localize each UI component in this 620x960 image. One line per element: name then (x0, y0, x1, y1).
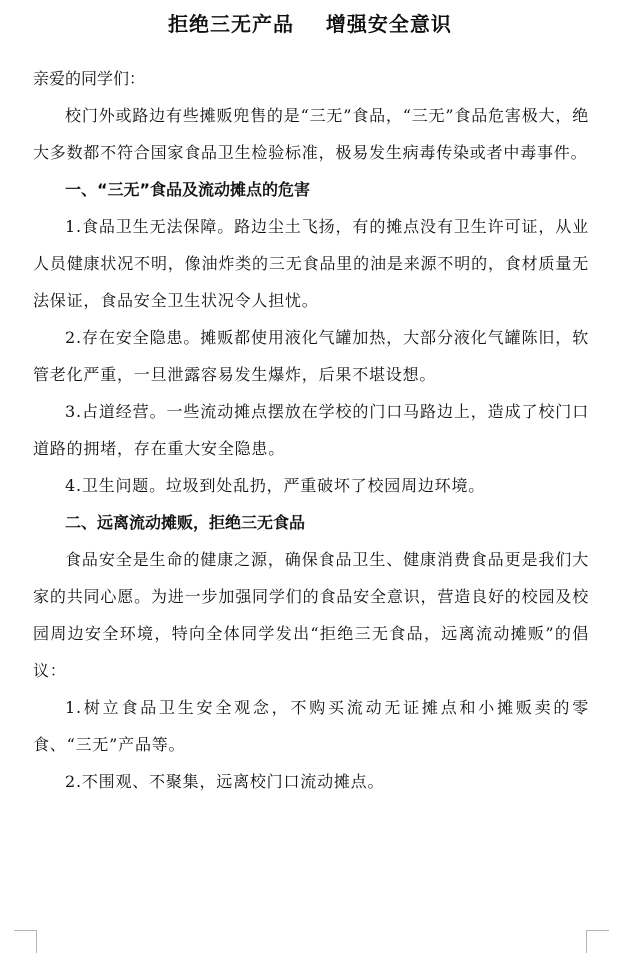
section-2-heading: 二、远离流动摊贩，拒绝三无食品 (65, 513, 306, 532)
section-1-heading: 一、“三无”食品及流动摊点的危害 (65, 180, 311, 199)
page-corner-mark-left (14, 930, 37, 953)
intro-paragraph: 校门外或路边有些摊贩兜售的是“三无”食品，“三无”食品危害极大，绝大多数都不符合国家食品卫生检验标准，极易发生病毒传染或者中毒事件。 (33, 106, 589, 162)
section-1-item-2: 2.存在安全隐患。摊贩都使用液化气罐加热，大部分液化气罐陈旧，软管老化严重，一旦泄露容易发生爆炸，后果不堪设想。 (33, 328, 589, 384)
greeting: 亲爱的同学们： (33, 69, 146, 88)
document-body (33, 60, 589, 800)
section-2-intro: 食品安全是生命的健康之源，确保食品卫生、健康消费食品更是我们大家的共同心愿。为进一步加强同学们的食品安全意识，营造良好的校园及校园周边安全环境，特向全体同学发出“拒绝三无食品，远离流动摊贩”的倡议： (33, 550, 589, 680)
section-1-item-1: 1.食品卫生无法保障。路边尘土飞扬，有的摊点没有卫生许可证，从业人员健康状况不明，像油炸类的三无食品里的油是来源不明的，食材质量无法保证，食品安全卫生状况令人担忧。 (33, 217, 589, 310)
page-corner-mark-right (586, 930, 609, 953)
section-1-item-3: 3.占道经营。一些流动摊点摆放在学校的门口马路边上，造成了校门口道路的拥堵，存在重大安全隐患。 (33, 402, 589, 458)
section-2-item-2: 2.不围观、不聚集，远离校门口流动摊点。 (65, 772, 385, 791)
section-2-item-1: 1.树立食品卫生安全观念，不购买流动无证摊点和小摊贩卖的零食、“三无”产品等。 (33, 698, 589, 754)
section-1-item-4: 4.卫生问题。垃圾到处乱扔，严重破坏了校园周边环境。 (65, 476, 486, 495)
document-title: 拒绝三无产品 增强安全意识 (168, 12, 452, 36)
